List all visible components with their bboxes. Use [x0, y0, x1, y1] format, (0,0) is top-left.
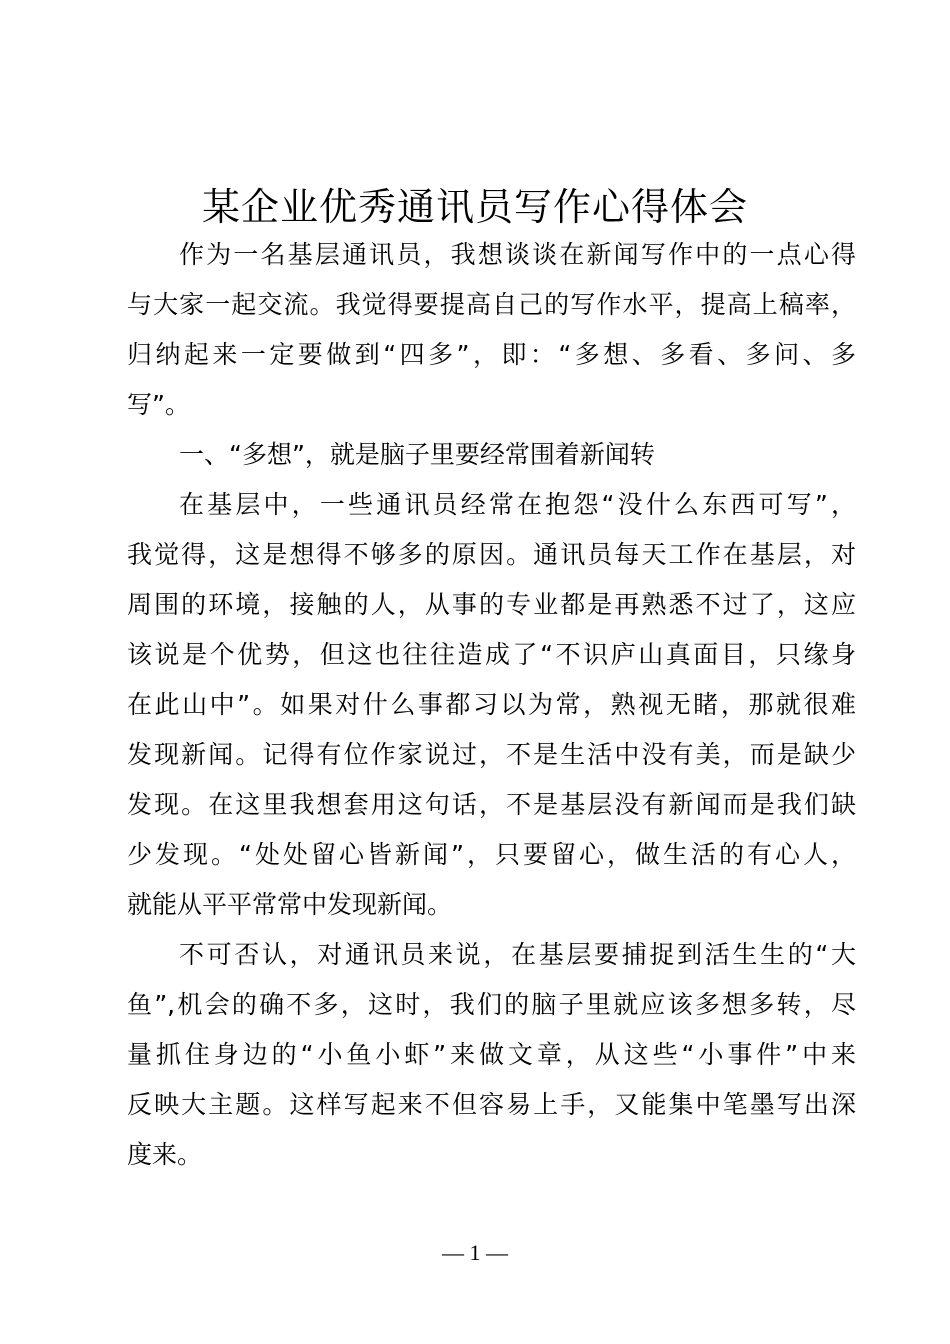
- text-line: 周围的环境，接触的人，从事的专业都是再熟悉不过了，这应: [127, 590, 856, 619]
- text-line: 度来。: [127, 1140, 203, 1169]
- text-line: 该说是个优势，但这也往往造成了“不识庐山真面目，只缘身: [127, 640, 856, 669]
- text-line: 与大家一起交流。我觉得要提高自己的写作水平，提高上稿率，: [127, 290, 856, 319]
- text-line: 写”。: [127, 390, 190, 419]
- text-line: 在基层中，一些通讯员经常在抱怨“没什么东西可写”，: [179, 490, 856, 519]
- text-line: 鱼”,机会的确不多，这时，我们的脑子里就应该多想多转，尽: [127, 990, 856, 1019]
- page-number: — 1 —: [442, 1240, 508, 1265]
- section-heading: 一、“多想”，就是脑子里要经常围着新闻转: [179, 440, 655, 469]
- text-line: 少发现。“处处留心皆新闻”，只要留心，做生活的有心人，: [127, 840, 856, 869]
- text-line: 在此山中”。如果对什么事都习以为常，熟视无睹，那就很难: [127, 690, 856, 719]
- text-line: 发现。在这里我想套用这句话，不是基层没有新闻而是我们缺: [127, 790, 856, 819]
- paragraph: [127, 480, 856, 930]
- paragraph: [127, 230, 856, 430]
- text-line: 我觉得，这是想得不够多的原因。通讯员每天工作在基层，对: [127, 540, 856, 569]
- text-line: 就能从平平常常中发现新闻。: [127, 890, 453, 919]
- document-title: 某企业优秀通讯员写作心得体会: [201, 185, 748, 229]
- text-line: 发现新闻。记得有位作家说过，不是生活中没有美，而是缺少: [127, 740, 856, 769]
- text-line: 不可否认，对通讯员来说，在基层要捕捉到活生生的“大: [179, 940, 856, 969]
- document-body: [127, 230, 856, 1180]
- text-line: 归纳起来一定要做到“四多”，即：“多想、多看、多问、多: [127, 340, 856, 369]
- text-line: 量抓住身边的“小鱼小虾”来做文章，从这些“小事件”中来: [127, 1040, 856, 1069]
- text-line: 作为一名基层通讯员，我想谈谈在新闻写作中的一点心得: [179, 240, 856, 269]
- text-line: 反映大主题。这样写起来不但容易上手，又能集中笔墨写出深: [127, 1090, 856, 1119]
- paragraph: [127, 930, 856, 1180]
